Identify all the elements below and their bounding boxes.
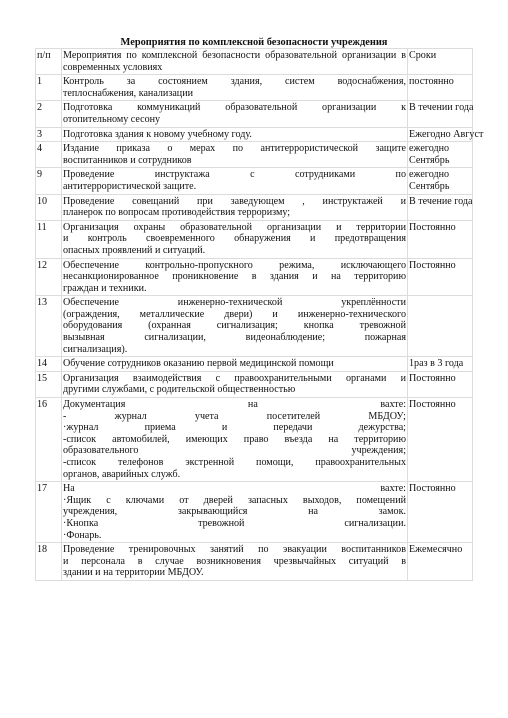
term-cell: [408, 296, 473, 357]
activity-text-line: -список автомобилей, имеющих право въезда на территорию: [63, 433, 406, 445]
activity-cell: [62, 296, 408, 357]
activity-text-line: Документация на вахте:: [63, 399, 406, 411]
term-cell: [408, 482, 473, 543]
activity-cell: [62, 194, 408, 220]
activity-text-line: несанкционированное проникновение в здания и на территорию: [63, 271, 406, 283]
row-number: 13: [36, 296, 62, 357]
activity-text-line: опасных проявлений и ситуаций.: [63, 244, 206, 256]
term-cell: [408, 258, 473, 296]
term-text: Сентябрь: [409, 154, 450, 166]
table-row: [36, 220, 473, 258]
activity-cell: [62, 398, 408, 482]
activity-text-line: сигнализация).: [63, 343, 128, 355]
activity-cell: [62, 142, 408, 168]
activity-cell: [62, 127, 408, 142]
table-row: [36, 482, 473, 543]
term-cell: [408, 220, 473, 258]
activity-text-line: ·Кнопка тревожной сигнализации.: [63, 517, 406, 529]
table-row: [36, 142, 473, 168]
activity-text-line: Издание приказа о мерах по антитеррористической защите: [63, 143, 406, 155]
activity-text-line: граждан и техники.: [63, 282, 147, 294]
activity-cell: [62, 220, 408, 258]
row-number: 18: [36, 543, 62, 581]
term-text: Постоянно: [409, 259, 456, 271]
activity-text-line: вызывная сигнализации, видеонаблюдение; пожарная: [63, 332, 406, 344]
term-text: Постоянно: [409, 483, 456, 495]
term-text: Ежемесячно: [409, 544, 463, 556]
activity-text-line: Обеспечение инженерно-технической укреплённости: [63, 297, 406, 309]
row-number: 10: [36, 194, 62, 220]
table-row: [36, 127, 473, 142]
activity-text-line: (ограждения, металлические двери) и инженерно-технического: [63, 308, 406, 320]
security-measures-table: [35, 48, 484, 581]
table-row: [36, 357, 473, 372]
table-row: [36, 371, 473, 397]
row-number: 4: [36, 142, 62, 168]
table-row: [36, 398, 473, 482]
term-text: Постоянно: [409, 372, 456, 384]
row-number: 16: [36, 398, 62, 482]
table-header-row: [36, 49, 473, 75]
term-text: постоянно: [409, 76, 454, 88]
term-cell: [408, 142, 473, 168]
activity-text-line: Обучение сотрудников оказанию первой медицинской помощи: [63, 358, 334, 370]
document-title: Мероприятия по комплексной безопасности учреждения: [120, 37, 388, 48]
table-row: [36, 296, 473, 357]
term-text: В течении года: [409, 102, 474, 114]
table-row: [36, 543, 473, 581]
activity-text-line: На вахте:: [63, 483, 406, 495]
header-term: Сроки: [408, 49, 473, 75]
table-body: [36, 49, 484, 581]
term-text: ежегодно: [409, 169, 450, 181]
table-row: [36, 101, 473, 127]
row-number: 12: [36, 258, 62, 296]
activity-text-line: учреждения, закрывающийся на замок.: [63, 506, 406, 518]
activity-text-line: Проведение инструктажа с сотрудниками по: [63, 169, 406, 181]
activity-text-line: оборудования (охранная сигнализация; кнопка тревожной: [63, 320, 406, 332]
activity-text-line: Контроль за состоянием здания, систем водоснабжения,: [63, 76, 406, 88]
activity-text-line: теплоснабжения, канализации: [63, 87, 194, 99]
term-cell: [408, 168, 473, 194]
row-number: 11: [36, 220, 62, 258]
term-cell: [408, 398, 473, 482]
activity-text-line: антитеррористической защите.: [63, 180, 197, 192]
term-text: 1раз в 3 года: [409, 358, 464, 370]
term-text: Постоянно: [409, 399, 456, 411]
activity-cell: [62, 357, 408, 372]
header-activity: Мероприятия по комплексной безопасности образовательной организации в современных условиях: [62, 49, 408, 75]
row-number: 14: [36, 357, 62, 372]
header-num: п/п: [36, 49, 62, 75]
activity-text-line: Подготовка коммуникаций образовательной организации к: [63, 102, 406, 114]
term-cell: [408, 371, 473, 397]
activity-text-line: отопительному сесону: [63, 113, 161, 125]
activity-text-line: Организация охраны образовательной организации и территории: [63, 221, 406, 233]
term-cell: [408, 101, 473, 127]
term-cell: [408, 357, 473, 372]
term-cell: [408, 543, 473, 581]
activity-text-line: Подготовка здания к новому учебному году.: [63, 128, 252, 140]
term-cell: [408, 75, 473, 101]
activity-text-line: образовательного учреждения;: [63, 445, 406, 457]
activity-text-line: планерок по вопросам противодействия терроризму;: [63, 207, 291, 219]
activity-cell: [62, 168, 408, 194]
table-row: [36, 194, 473, 220]
activity-cell: [62, 482, 408, 543]
row-number: 15: [36, 371, 62, 397]
row-number: 1: [36, 75, 62, 101]
table-row: [36, 258, 473, 296]
activity-text-line: - журнал учета посетителей МБДОУ;: [63, 410, 406, 422]
activity-text-line: здании и на территории МБДОУ.: [63, 567, 204, 579]
activity-cell: [62, 543, 408, 581]
activity-cell: [62, 258, 408, 296]
row-number: 3: [36, 127, 62, 142]
activity-text-line: Организация взаимодействия с правоохранительными органами и: [63, 372, 406, 384]
activity-cell: [62, 371, 408, 397]
term-cell: [408, 127, 484, 142]
activity-text-line: и контроль своевременного обнаружения и предотвращения: [63, 233, 406, 245]
activity-text-line: Проведение тренировочных занятий по эвакуации воспитанников: [63, 544, 406, 556]
row-number: 9: [36, 168, 62, 194]
activity-text-line: ·Фонарь.: [63, 529, 102, 541]
term-text: Ежегодно Август: [409, 128, 484, 140]
row-number: 17: [36, 482, 62, 543]
activity-text-line: -список телефонов экстренной помощи, правоохранительных: [63, 457, 406, 468]
term-cell: [408, 194, 473, 220]
activity-text-line: и персонала в случае возникновения чрезвычайных ситуаций в: [63, 555, 406, 567]
term-text: В течение года: [409, 195, 473, 207]
activity-text-line: Проведение совещаний при заведующем , инструктажей и: [63, 195, 406, 207]
row-number: 2: [36, 101, 62, 127]
activity-cell: [62, 101, 408, 127]
term-text: Постоянно: [409, 221, 456, 233]
activity-text-line: органов, аварийных служб.: [63, 468, 181, 480]
activity-cell: [62, 75, 408, 101]
activity-text-line: воспитанников и сотрудников: [63, 154, 192, 166]
activity-text-line: ·Ящик с ключами от дверей запасных выходов, помещений: [63, 494, 406, 506]
activity-text-line: ·журнал приема и передачи дежурства;: [63, 422, 406, 434]
term-text: ежегодно: [409, 143, 450, 155]
activity-text-line: Обеспечение контрольно-пропускного режима, исключающего: [63, 259, 406, 271]
activity-text-line: другими службами, с родительской общественностью: [63, 384, 296, 396]
table-row: [36, 168, 473, 194]
term-text: Сентябрь: [409, 180, 450, 192]
table-row: [36, 75, 473, 101]
